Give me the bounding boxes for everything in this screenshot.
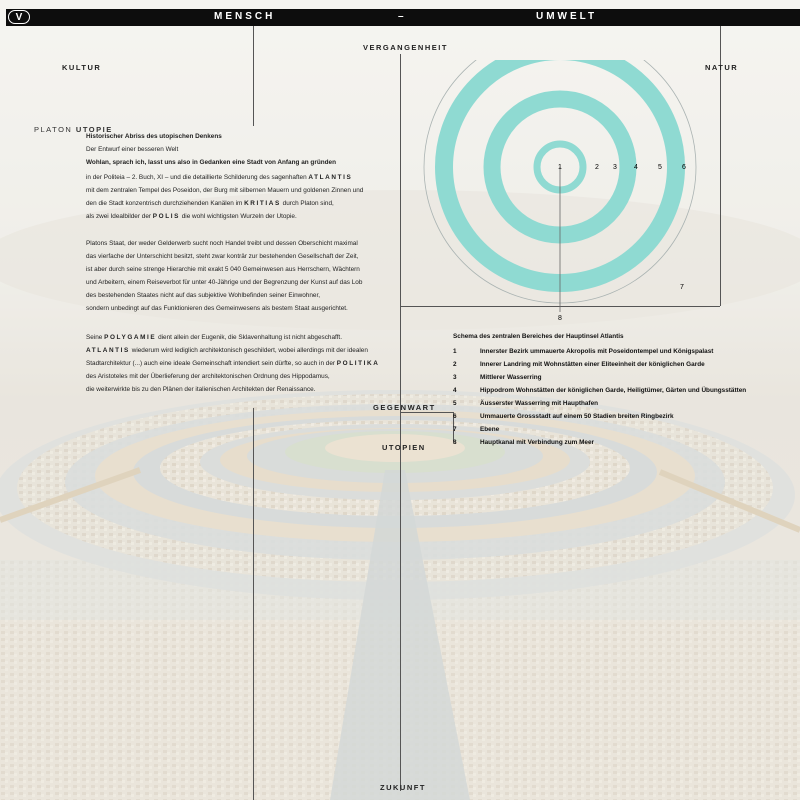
text-span: in der Politeia – 2. Buch, XI – und die detaillierte Schilderung des sagenhaften bbox=[86, 174, 309, 181]
label-natur: NATUR bbox=[705, 63, 739, 72]
kicker-prefix: PLATON bbox=[34, 125, 76, 134]
label-kultur: KULTUR bbox=[62, 63, 102, 72]
header-title-mensch: MENSCH bbox=[214, 11, 276, 22]
grid-line bbox=[253, 26, 254, 126]
atlantis-ring-diagram bbox=[420, 60, 720, 330]
article-line: mit dem zentralen Tempel des Poseidon, der Burg mit silbernen Mauern und goldenen Zinnen und bbox=[86, 187, 364, 194]
ring-number-8: 8 bbox=[558, 315, 562, 322]
text-span: die wohl wichtigsten Wurzeln der Utopie. bbox=[179, 213, 297, 220]
term-kritias: KRITIAS bbox=[244, 200, 281, 207]
article-line: des bestehenden Staates nicht auf das subjektive Wohlbefinden seiner Einwohner, bbox=[86, 292, 321, 299]
legend-text: Hauptkanal mit Verbindung zum Meer bbox=[480, 439, 594, 446]
legend-text: Mittlerer Wasserring bbox=[480, 374, 542, 381]
legend-number: 5 bbox=[453, 400, 457, 407]
kicker-bold: UTOPIE bbox=[75, 125, 113, 134]
article-line bbox=[86, 344, 368, 357]
legend-number: 3 bbox=[453, 374, 457, 381]
legend-number: 6 bbox=[453, 413, 457, 420]
term-polis: POLIS bbox=[152, 213, 180, 220]
legend-number: 1 bbox=[453, 348, 457, 355]
label-gegenwart: GEGENWART bbox=[373, 403, 436, 412]
ring-number-4: 4 bbox=[634, 164, 638, 171]
article-heading: Historischer Abriss des utopischen Denkens bbox=[86, 133, 222, 140]
article-line: das vierfache der Unterschicht besitzt, steht zwar konträr zur bestehenden Gesellschaft der Zeit, bbox=[86, 253, 359, 260]
article-subheading: Der Entwurf einer besseren Welt bbox=[86, 146, 179, 153]
ring-number-3: 3 bbox=[613, 164, 617, 171]
label-utopien: UTOPIEN bbox=[382, 443, 426, 452]
term-atlantis: ATLANTIS bbox=[86, 347, 130, 354]
ring-number-1: 1 bbox=[558, 164, 562, 171]
legend-text: Innerer Landring mit Wohnstätten einer Eliteeinheit der königlichen Garde bbox=[480, 361, 705, 368]
article-line: Platons Staat, der weder Gelderwerb sucht noch Handel treibt und dessen Oberschicht maximal bbox=[86, 240, 358, 247]
article-line bbox=[86, 210, 297, 223]
article-line: die weiterwirkte bis zu den Plänen der italienischen Architekten der Renaissance. bbox=[86, 386, 316, 393]
grid-line bbox=[253, 408, 254, 800]
legend-text: Hippodrom Wohnstätten der königlichen Garde, Heiligtümer, Gärten und Übungsstätten bbox=[480, 387, 747, 394]
text-span: durch Platon sind, bbox=[280, 200, 334, 207]
ring-number-5: 5 bbox=[658, 164, 662, 171]
header-dash: – bbox=[398, 11, 407, 22]
legend-number: 7 bbox=[453, 426, 457, 433]
legend-number: 4 bbox=[453, 387, 457, 394]
article-line: und Arbeitern, einem Reiseverbot für unter 40-Jährige und der Begrenzung der Kunst auf das Lob bbox=[86, 279, 363, 286]
legend-text: Ummauerte Grossstadt auf einem 50 Stadien breiten Ringbezirk bbox=[480, 413, 674, 420]
text-span: dient allein der Eugenik, die Sklavenhaltung ist nicht abgeschafft. bbox=[156, 334, 342, 341]
legend-number: 2 bbox=[453, 361, 457, 368]
term-polygamie: POLYGAMIE bbox=[104, 334, 157, 341]
article-line: des Aristoteles mit der Überlieferung der architektonischen Ordnung des Hippodamus, bbox=[86, 373, 330, 380]
article-lead: Wohlan, sprach ich, lasst uns also in Gedanken eine Stadt von Anfang an gründen bbox=[86, 159, 336, 166]
term-atlantis: ATLANTIS bbox=[308, 174, 353, 181]
label-zukunft: ZUKUNFT bbox=[380, 783, 426, 792]
text-span: den die Stadt konzentrisch durchziehenden Kanälen im bbox=[86, 200, 245, 207]
article-line bbox=[86, 357, 379, 370]
label-vergangenheit: VERGANGENHEIT bbox=[363, 43, 448, 52]
ring-number-6: 6 bbox=[682, 164, 686, 171]
article-line: ist aber durch seine strenge Hierarchie mit exakt 5 040 Gemeinwesen aus Herrschern, Wächtern bbox=[86, 266, 360, 273]
ring-number-2: 2 bbox=[595, 164, 599, 171]
text-span: als zwei Idealbilder der bbox=[86, 213, 153, 220]
legend-text: Äusserster Wasserring mit Haupthafen bbox=[480, 400, 599, 407]
axis-vertical bbox=[400, 54, 401, 791]
text-span: Stadtarchitektur (...) auch eine ideale Gemeinschaft intendiert sein dürfte, so auch in der bbox=[86, 360, 337, 367]
text-span: Seine bbox=[86, 334, 105, 341]
article-line bbox=[86, 331, 342, 344]
header-bar bbox=[6, 9, 800, 26]
article-line bbox=[86, 171, 352, 184]
grid-line bbox=[400, 412, 453, 413]
header-title-umwelt: UMWELT bbox=[536, 11, 598, 22]
chapter-badge: V bbox=[8, 10, 30, 24]
legend-text: Ebene bbox=[480, 426, 500, 433]
legend-number: 8 bbox=[453, 439, 457, 446]
legend-title: Schema des zentralen Bereiches der Hauptinsel Atlantis bbox=[453, 333, 624, 340]
legend-text: Innerster Bezirk ummauerte Akropolis mit Poseidontempel und Königspalast bbox=[480, 348, 714, 355]
text-span: wiederum wird lediglich architektonisch geschildert, wobei allerdings mit der idealen bbox=[129, 347, 368, 354]
ring-number-7: 7 bbox=[680, 284, 684, 291]
article-line bbox=[86, 197, 334, 210]
term-politika: POLITIKA bbox=[336, 360, 380, 367]
article-line: sondern unbedingt auf das Funktionieren des Gemeinwesens als bestem Staat ausgerichtet. bbox=[86, 305, 348, 312]
